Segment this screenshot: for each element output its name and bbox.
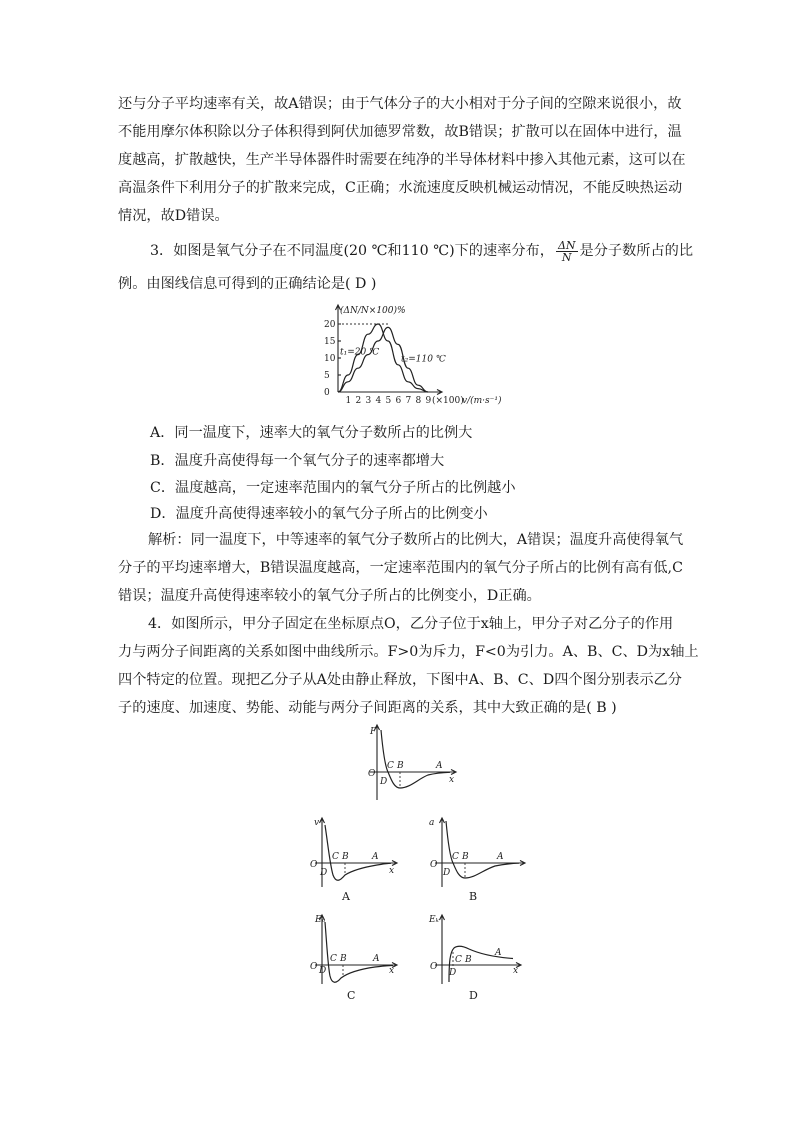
force-x-label: x — [449, 775, 455, 785]
panel-b-point-a: A — [497, 852, 504, 862]
panel-a-velocity — [305, 815, 405, 907]
force-y-label: F — [370, 727, 377, 737]
panel-a-svg — [305, 815, 405, 907]
panel-d-svg — [425, 912, 530, 1004]
question-3-line-2: 例。由图线信息可得到的正确结论是( D ) — [118, 276, 377, 292]
option-c: C．温度越高，一定速率范围内的氧气分子所占的比例越小 — [150, 480, 516, 496]
intro-line: 高温条件下利用分子的扩散来完成，C正确；水流速度反映机械运动情况，不能反映热运动 — [118, 180, 683, 196]
chart-x-tick-label: 9 — [425, 396, 432, 406]
force-point-d: D — [380, 777, 388, 787]
panel-a-y-label: v — [314, 818, 320, 828]
chart-x-tick-label: 5 — [385, 396, 392, 406]
analysis-line: 错误；温度升高使得速率较小的氧气分子所占的比例变小，D正确。 — [118, 588, 541, 604]
force-point-a: A — [436, 761, 443, 771]
panel-d-point-b: B — [465, 955, 472, 965]
panel-b-svg — [425, 815, 530, 907]
panel-c-curve — [325, 922, 393, 982]
panel-a-point-b: B — [342, 852, 349, 862]
chart-y-axis-label: (ΔN/N×100)% — [340, 306, 406, 316]
panel-b-y-label: a — [429, 818, 435, 828]
force-distance-svg — [360, 722, 460, 802]
panel-c-point-d: D — [319, 966, 327, 976]
panel-c-svg — [305, 912, 405, 1004]
panel-d-caption: D — [469, 989, 478, 1002]
chart-x-axis-label: v/(m·s⁻¹) — [462, 396, 502, 406]
fraction-numerator: ΔN — [557, 238, 576, 252]
panel-a-point-d: D — [320, 868, 328, 878]
chart-x-tick-label: 8 — [415, 396, 422, 406]
question-4-line: 力与两分子间距离的关系如图中曲线所示。F>0为斥力，F<0为引力。A、B、C、D为x轴上 — [118, 644, 699, 660]
chart-y-tick-label: 15 — [324, 337, 336, 347]
chart-x-tick-label: 3 — [365, 396, 372, 406]
option-a: A．同一温度下，速率大的氧气分子数所占的比例大 — [150, 425, 473, 441]
panel-c-point-a: A — [373, 954, 380, 964]
intro-line: 度越高，扩散越快，生产半导体器件时需要在纯净的半导体材料中掺入其他元素，这可以在 — [118, 152, 686, 168]
chart-x-tick-label: 6 — [395, 396, 402, 406]
intro-line: 还与分子平均速率有关，故A错误；由于气体分子的大小相对于分子间的空隙来说很小，故 — [118, 96, 682, 112]
analysis-line: 解析：同一温度下，中等速率的氧气分子数所占的比例大，A错误；温度升高使得氧气 — [148, 532, 684, 548]
question-3-line-1 — [150, 237, 694, 265]
chart-y-tick-label: 10 — [324, 354, 336, 364]
option-d: D．温度升高使得速率较小的氧气分子所占的比例变小 — [150, 506, 488, 522]
panel-a-origin: O — [310, 860, 318, 870]
panel-a-point-c: C — [332, 852, 339, 862]
panel-d-point-d: D — [449, 968, 457, 978]
chart-y-tick-label: 0 — [324, 388, 330, 398]
chart-series-t1-label: t₁=20 ℃ — [340, 347, 380, 358]
chart-series-t2-label: t₂=110 ℃ — [401, 354, 446, 365]
panel-a-point-a: A — [372, 852, 379, 862]
panel-d-origin: O — [430, 962, 438, 972]
panel-d-point-c: C — [455, 955, 462, 965]
option-b: B．温度升高使得每一个氧气分子的速率都增大 — [150, 453, 445, 469]
panel-b-caption: B — [469, 890, 478, 903]
speed-distribution-svg — [312, 300, 512, 410]
force-distance-graph — [360, 722, 460, 802]
panel-a-x-label: x — [389, 866, 395, 876]
question-4-line: 子的速度、加速度、势能、动能与两分子间距离的关系，其中大致正确的是( B ) — [118, 700, 617, 716]
panel-d-y-label: Eₖ — [429, 915, 439, 925]
panel-d-x-label: x — [513, 966, 519, 976]
panel-b-point-b: B — [462, 852, 469, 862]
panel-c-point-c: C — [330, 954, 337, 964]
question-3-text-b: 是分子数所占的比 — [579, 243, 694, 259]
panel-a-caption: A — [342, 890, 350, 903]
panel-c-y-label: Eₚ — [315, 915, 326, 925]
question-4-stem — [118, 610, 699, 722]
question-3-text-a: 3．如图是氧气分子在不同温度(20 ℃和110 ℃)下的速率分布， — [150, 243, 554, 259]
question-3-line-2-wrap — [118, 270, 678, 298]
force-origin-label: O — [368, 769, 376, 779]
force-point-b: B — [397, 761, 404, 771]
panel-b-curve — [446, 821, 519, 878]
chart-y-tick-label: 5 — [324, 371, 330, 381]
analysis-line: 分子的平均速率增大，B错误温度越高，一定速率范围内的氧气分子所占的比例有高有低,C — [118, 560, 683, 576]
panel-b-point-c: C — [452, 852, 459, 862]
chart-x-tick-label: 1 — [345, 396, 352, 406]
question-4-line: 四个特定的位置。现把乙分子从A处由静止释放，下图中A、B、C、D四个图分别表示乙分 — [118, 672, 682, 688]
panel-c-potential-energy — [305, 912, 405, 1004]
intro-line: 不能用摩尔体积除以分子体积得到阿伏加德罗常数，故B错误；扩散可以在固体中进行，温 — [118, 124, 682, 140]
panel-d-kinetic-energy — [425, 912, 530, 1004]
question-3-stem — [150, 237, 694, 265]
fraction-denominator: N — [561, 250, 572, 264]
panel-c-origin: O — [310, 962, 318, 972]
panel-c-x-label: x — [389, 966, 395, 976]
speed-distribution-chart — [312, 300, 512, 410]
chart-x-tick-label: 7 — [405, 396, 412, 406]
panel-c-point-b: B — [340, 954, 347, 964]
force-curve — [381, 730, 450, 788]
intro-paragraph — [118, 90, 686, 230]
panel-c-caption: C — [347, 989, 356, 1002]
panel-b-point-d: D — [443, 868, 451, 878]
question-4-line: 4．如图所示，甲分子固定在坐标原点O，乙分子位于x轴上，甲分子对乙分子的作用 — [148, 616, 674, 632]
fraction-delta-n-over-n — [556, 240, 578, 263]
panel-d-point-a: A — [495, 948, 502, 958]
force-point-c: C — [387, 761, 394, 771]
intro-line: 情况，故D错误。 — [118, 208, 229, 224]
panel-b-origin: O — [430, 860, 438, 870]
chart-x-axis-suffix: (×100) — [432, 396, 464, 406]
chart-x-tick-label: 4 — [375, 396, 382, 406]
chart-x-tick-label: 2 — [355, 396, 362, 406]
question-3-analysis — [118, 526, 684, 610]
panel-b-acceleration — [425, 815, 530, 907]
chart-y-tick-label: 20 — [324, 320, 336, 330]
